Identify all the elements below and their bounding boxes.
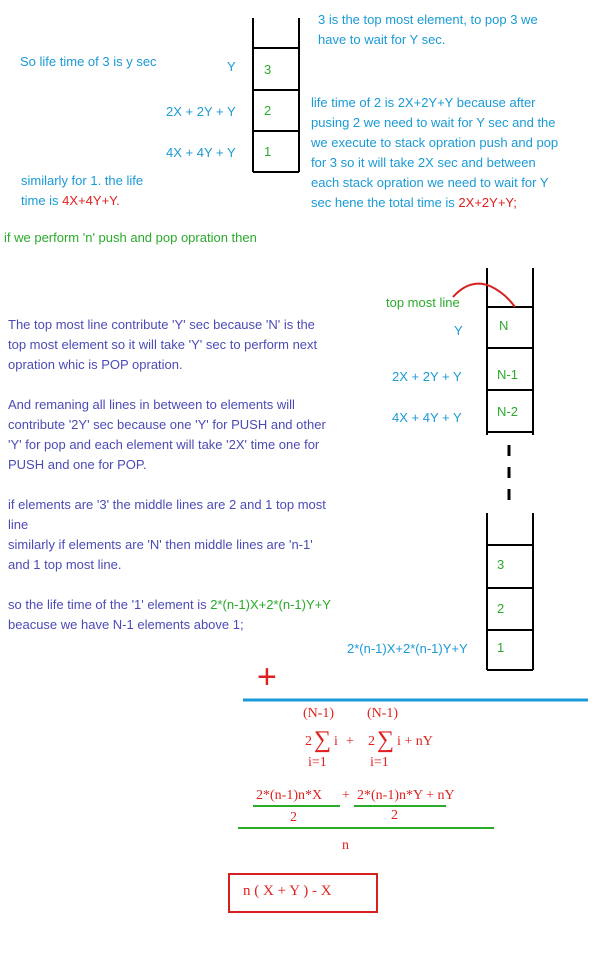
top-stack-time-2: 2X + 2Y + Y — [166, 104, 236, 119]
red-plus-sign: + — [257, 658, 277, 696]
denominator-2: 2 — [391, 808, 398, 823]
note-life-2-line-1: life time of 2 is 2X+2Y+Y because after — [311, 95, 536, 110]
top-line-arc — [453, 284, 515, 307]
explanation-p3-line-3: similarly if elements are 'N' then middle lines are 'n-1' — [8, 537, 313, 552]
note-life-1-value: 4X+4Y+Y. — [62, 193, 120, 208]
explanation-p4-value: 2*(n-1)X+2*(n-1)Y+Y — [210, 597, 331, 612]
note-life-2-line-3: we execute to stack opration push and pop — [311, 135, 559, 150]
result-expression: n ( X + Y ) - X — [243, 883, 332, 899]
bottom-stack-lower — [487, 513, 533, 670]
explanation-p1-line-1: The top most line contribute 'Y' sec because 'N' is the — [8, 317, 315, 332]
numerator-2: 2*(n-1)n*Y + nY — [357, 788, 455, 803]
note-life-1-line-1: similarly for 1. the life — [21, 173, 144, 188]
top-stack — [253, 18, 299, 172]
bottom-stack-cell-2: 2 — [497, 601, 505, 616]
top-stack-cell-1: 1 — [264, 144, 272, 159]
explanation-p2-line-1: And remaning all lines in between to elements will — [8, 397, 295, 412]
bottom-stack-cell-n: N — [499, 318, 509, 333]
top-most-line-label: top most line — [386, 295, 460, 310]
top-stack-cell-2: 2 — [264, 103, 272, 118]
note-top-right-line-1: 3 is the top most element, to pop 3 we — [318, 12, 538, 27]
sum2-tail: i + nY — [397, 734, 433, 749]
bottom-stack-cell-n-1: N-1 — [497, 367, 518, 382]
sum2-upper-limit: (N-1) — [367, 706, 399, 721]
explanation-p1-line-2: top most element so it will take 'Y' sec to perform next — [8, 337, 318, 352]
numerator-join-plus: + — [342, 788, 350, 803]
sum-join-plus: + — [346, 734, 354, 749]
bottom-stack-time-n-1: 2X + 2Y + Y — [392, 369, 462, 384]
note-life-2-value: 2X+2Y+Y; — [458, 195, 517, 210]
bottom-stack-time-n-2: 4X + 4Y + Y — [392, 410, 462, 425]
bottom-stack-time-n: Y — [454, 323, 463, 338]
explanation-p2-line-3: 'Y' for pop and each element will take '2X' time one for — [8, 437, 320, 452]
note-top-right-line-2: have to wait for Y sec. — [318, 32, 446, 47]
bottom-stack-cell-n-2: N-2 — [497, 404, 518, 419]
explanation-p3-line-1: if elements are '3' the middle lines are 2 and 1 top most — [8, 497, 326, 512]
sum1-coefficient: 2 — [305, 734, 312, 749]
bottom-stack-time-1: 2*(n-1)X+2*(n-1)Y+Y — [347, 641, 468, 656]
note-life-3: So life time of 3 is y sec — [20, 54, 157, 69]
explanation-p4-prefix: so the life time of the '1' element is — [8, 597, 211, 612]
note-life-2-prefix: sec hene the total time is — [311, 195, 459, 210]
explanation-p1-line-3: opration whic is POP opration. — [8, 357, 183, 372]
explanation-p2-line-2: contribute '2Y' sec because one 'Y' for PUSH and other — [8, 417, 326, 432]
bottom-stack-cell-3: 3 — [497, 557, 505, 572]
note-life-1-prefix: time is — [21, 193, 63, 208]
sum2-coefficient: 2 — [368, 734, 375, 749]
sum1-lower-limit: i=1 — [308, 755, 327, 770]
sum1-term: i — [334, 734, 338, 749]
sum2-sigma: ∑ — [377, 727, 395, 753]
sum1-sigma: ∑ — [314, 727, 332, 753]
outer-denominator: n — [342, 838, 349, 853]
explanation-p4-line-2: beacuse we have N-1 elements above 1; — [8, 617, 244, 632]
bottom-stack-cell-1: 1 — [497, 640, 505, 655]
denominator-1: 2 — [290, 810, 297, 825]
note-life-2-line-2: pusing 2 we need to wait for Y sec and the — [311, 115, 556, 130]
note-life-2-line-5: each stack opration we need to wait for Y — [311, 175, 549, 190]
sum1-upper-limit: (N-1) — [303, 706, 335, 721]
explanation-p3-line-4: and 1 top most line. — [8, 557, 122, 572]
top-stack-cell-3: 3 — [264, 62, 272, 77]
note-life-2-line-6 — [311, 193, 517, 213]
note-n-operations: if we perform 'n' push and pop opration then — [4, 230, 257, 245]
sum2-lower-limit: i=1 — [370, 755, 389, 770]
explanation-p4-line-1 — [8, 595, 331, 615]
note-life-2-line-4: for 3 so it will take 2X sec and between — [311, 155, 536, 170]
note-life-1-line-2 — [21, 191, 120, 211]
top-stack-time-3: Y — [227, 59, 236, 74]
top-stack-time-1: 4X + 4Y + Y — [166, 145, 236, 160]
explanation-p3-line-2: line — [8, 517, 29, 532]
explanation-p2-line-4: PUSH and one for POP. — [8, 457, 147, 472]
numerator-1: 2*(n-1)n*X — [256, 788, 323, 803]
